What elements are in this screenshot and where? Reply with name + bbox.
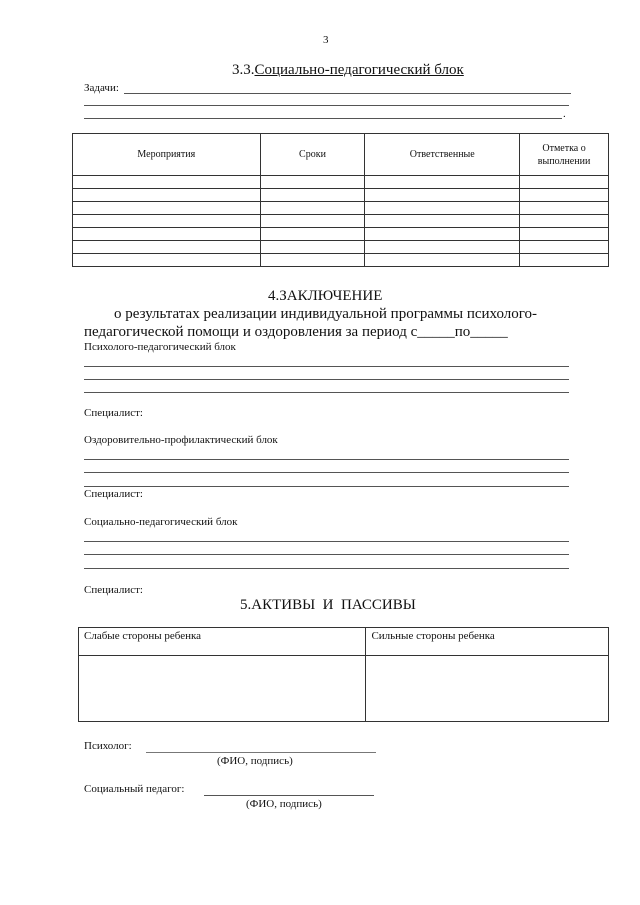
health-preventive-line-3[interactable]: [84, 486, 569, 487]
health-preventive-line-2[interactable]: [84, 472, 569, 473]
header-deadlines: Сроки: [260, 134, 365, 176]
psycho-pedagogical-line-3[interactable]: [84, 392, 569, 393]
table-cell[interactable]: [520, 254, 609, 267]
social-pedagogue-signature-line[interactable]: [204, 795, 374, 796]
page-number: 3: [323, 34, 329, 46]
header-completion-mark: Отметка о выполнении: [520, 134, 609, 176]
block-psycho-pedagogical-label: Психолого-педагогический блок: [84, 341, 236, 353]
table-cell[interactable]: [365, 202, 520, 215]
table-row[interactable]: [73, 254, 609, 267]
health-preventive-specialist-label: Специалист:: [84, 488, 143, 500]
table-cell[interactable]: [260, 254, 365, 267]
table-row[interactable]: [73, 241, 609, 254]
social-pedagogical-line-1[interactable]: [84, 541, 569, 542]
tasks-line-2[interactable]: [84, 105, 569, 106]
table-cell[interactable]: [260, 202, 365, 215]
psychologist-signature-line[interactable]: [146, 752, 376, 753]
assets-liabilities-table: [78, 627, 609, 722]
table-cell[interactable]: [365, 254, 520, 267]
table-cell[interactable]: [260, 241, 365, 254]
table-cell[interactable]: [73, 228, 261, 241]
table-row[interactable]: [73, 189, 609, 202]
table-cell[interactable]: [73, 254, 261, 267]
strong-sides-header: Сильные стороны ребенка: [366, 628, 609, 656]
block-health-preventive-label: Оздоровительно-профилактический блок: [84, 434, 278, 446]
weak-sides-cell[interactable]: [79, 656, 366, 722]
section-3-3-title: Социально-педагогический блок: [254, 62, 464, 78]
table-cell[interactable]: [520, 241, 609, 254]
activities-table-header-row: [73, 134, 609, 176]
table-cell[interactable]: [520, 202, 609, 215]
table-cell[interactable]: [365, 176, 520, 189]
psychologist-caption: (ФИО, подпись): [217, 755, 293, 767]
section-4-title: 4.ЗАКЛЮЧЕНИЕ: [268, 288, 383, 304]
table-row[interactable]: [73, 215, 609, 228]
tasks-end-dot: .: [563, 108, 566, 120]
social-pedagogical-line-2[interactable]: [84, 554, 569, 555]
table-cell[interactable]: [73, 202, 261, 215]
activities-table: [72, 133, 609, 267]
table-row[interactable]: [73, 176, 609, 189]
psycho-pedagogical-line-2[interactable]: [84, 379, 569, 380]
header-responsible: Ответственные: [365, 134, 520, 176]
psychologist-label: Психолог:: [84, 740, 132, 752]
section-3-3-heading: [232, 62, 464, 79]
table-cell[interactable]: [260, 228, 365, 241]
table-cell[interactable]: [260, 215, 365, 228]
psycho-pedagogical-specialist-label: Специалист:: [84, 407, 143, 419]
strong-sides-cell[interactable]: [366, 656, 609, 722]
psycho-pedagogical-line-1[interactable]: [84, 366, 569, 367]
table-cell[interactable]: [520, 176, 609, 189]
social-pedagogical-specialist-label: Специалист:: [84, 584, 143, 596]
table-cell[interactable]: [365, 241, 520, 254]
table-cell[interactable]: [365, 189, 520, 202]
health-preventive-line-1[interactable]: [84, 459, 569, 460]
section-3-3-number: 3.3.: [232, 62, 255, 78]
social-pedagogue-label: Социальный педагог:: [84, 783, 185, 795]
social-pedagogical-line-3[interactable]: [84, 568, 569, 569]
table-cell[interactable]: [73, 176, 261, 189]
table-cell[interactable]: [73, 189, 261, 202]
table-cell[interactable]: [260, 189, 365, 202]
table-row[interactable]: [73, 228, 609, 241]
table-cell[interactable]: [260, 176, 365, 189]
section-5-title: 5.АКТИВЫ И ПАССИВЫ: [240, 597, 416, 613]
table-cell[interactable]: [73, 241, 261, 254]
table-cell[interactable]: [520, 215, 609, 228]
social-pedagogue-caption: (ФИО, подпись): [246, 798, 322, 810]
tasks-line-3[interactable]: [84, 118, 562, 119]
block-social-pedagogical-label: Социально-педагогический блок: [84, 516, 238, 528]
tasks-line-1[interactable]: [124, 93, 571, 94]
section-4-subtitle-line-2: педагогической помощи и оздоровления за период с_____по_____: [84, 324, 508, 340]
table-row[interactable]: [73, 202, 609, 215]
weak-sides-header: Слабые стороны ребенка: [79, 628, 366, 656]
section-4-subtitle-line-1: о результатах реализации индивидуальной программы психолого-: [114, 306, 538, 322]
table-cell[interactable]: [73, 215, 261, 228]
table-cell[interactable]: [365, 215, 520, 228]
table-cell[interactable]: [520, 228, 609, 241]
table-cell[interactable]: [365, 228, 520, 241]
table-cell[interactable]: [520, 189, 609, 202]
assets-liabilities-body-row[interactable]: [79, 656, 609, 722]
header-activities: Мероприятия: [73, 134, 261, 176]
tasks-label: Задачи:: [84, 82, 119, 94]
assets-liabilities-header-row: [79, 628, 609, 656]
